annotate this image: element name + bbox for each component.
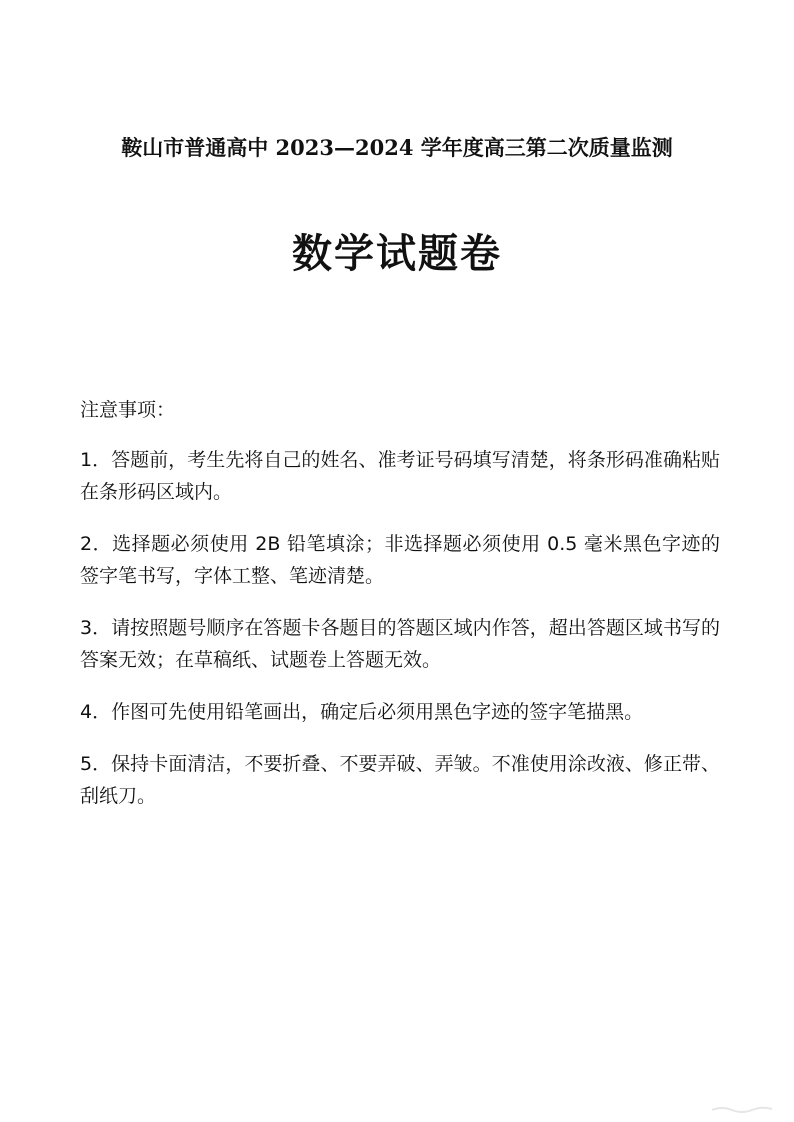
notice-item-number: 3． <box>80 617 112 639</box>
notice-item-number: 2． <box>80 533 113 555</box>
notice-item-3 <box>80 612 720 676</box>
notice-item-number: 4． <box>80 701 112 723</box>
notice-item-1 <box>80 444 720 508</box>
notice-item-2 <box>80 528 720 592</box>
notice-item-4 <box>80 696 720 728</box>
notice-item-number: 5． <box>80 753 112 775</box>
corner-watermark-mark <box>710 1104 780 1114</box>
notice-item-text: 保持卡面清洁，不要折叠、不要弄破、弄皱。不准使用涂改液、修正带、刮纸刀。 <box>80 753 720 807</box>
notice-item-5 <box>80 748 720 812</box>
notice-heading: 注意事项： <box>80 399 176 421</box>
notice-section <box>80 396 720 832</box>
exam-subject-title: 数学试题卷 <box>292 230 502 277</box>
exam-header: 鞍山市普通高中 2023—2024 学年度高三第二次质量监测 <box>121 135 673 160</box>
notice-item-number: 1． <box>80 449 112 471</box>
notice-item-text: 答题前，考生先将自己的姓名、准考证号码填写清楚，将条形码准确粘贴在条形码区域内。 <box>80 449 720 503</box>
notice-item-text: 作图可先使用铅笔画出，确定后必须用黑色字迹的签字笔描黑。 <box>111 701 644 723</box>
notice-item-text: 请按照题号顺序在答题卡各题目的答题区域内作答，超出答题区域书写的答案无效；在草稿纸、试题卷上答题无效。 <box>80 617 720 671</box>
notice-item-text: 选择题必须使用 2B 铅笔填涂；非选择题必须使用 0.5 毫米黑色字迹的签字笔书写，字体工整、笔迹清楚。 <box>80 533 721 587</box>
